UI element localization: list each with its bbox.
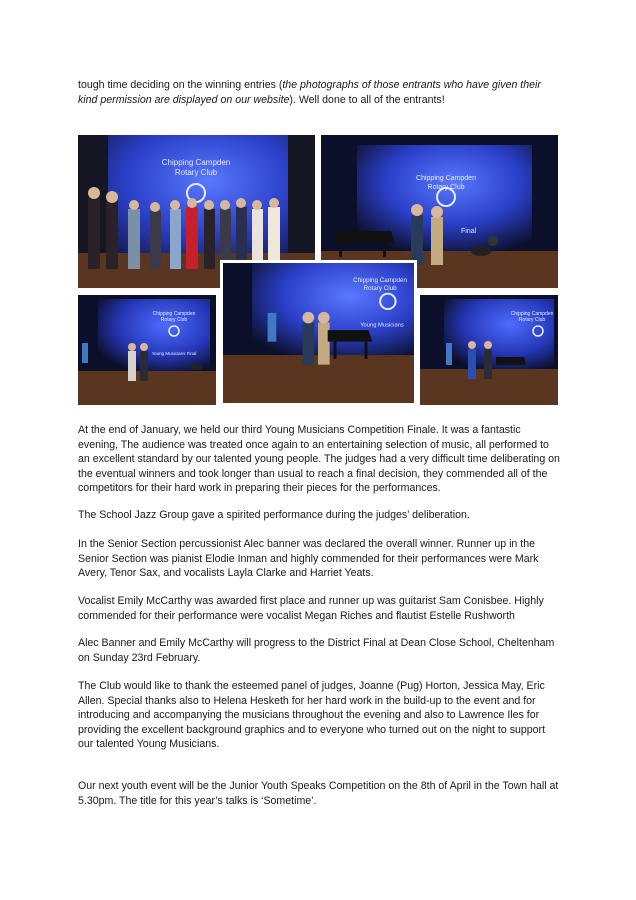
photo4-banner-line1: Chipping Campden xyxy=(353,277,407,285)
intro-paragraph xyxy=(78,78,560,107)
paragraph-finale: At the end of January, we held our third Young Musicians Competition Finale. It was a fantastic evening, The audience was treated once again to an entertaining selection of music, all performed to an excellent standard by our talented young people. The judges had a very difficult time deliberating on the eventual winners and took longer than usual to reach a final decision, they commended all of the competitors for their hard work in preparing their pieces for the performances. xyxy=(78,424,560,495)
paragraph-next-event: Our next youth event will be the Junior Youth Speaks Competition on the 8th of April in the Town hall at 5.30pm. The title for this year’s talks is ‘Sometime’. xyxy=(78,780,559,807)
paragraph-district-final: Alec Banner and Emily McCarthy will progress to the District Final at Dean Close School, Cheltenham on Sunday 23rd February. xyxy=(78,637,555,664)
photo1-banner-line2: Rotary Club xyxy=(174,168,218,177)
paragraph-junior-section: Vocalist Emily McCarthy was awarded first place and runner up was guitarist Sam Conisbee. Highly commended for their performance were vocalist Megan Riches and flautist Estelle Rushworth xyxy=(78,595,544,622)
photo3-banner-line1: Chipping Campden xyxy=(152,311,196,317)
photo4-banner-line2: Rotary Club xyxy=(363,284,397,292)
intro-tail: ). Well done to all of the entrants! xyxy=(289,93,445,106)
photo1-banner-line1: Chipping Campden xyxy=(161,158,231,167)
paragraph-jazz-group: The School Jazz Group gave a spirited performance during the judges’ deliberation. xyxy=(78,509,470,521)
photo3-banner-line2: Rotary Club xyxy=(160,317,188,323)
photo2-banner-final: Final xyxy=(461,228,477,235)
photo-presentation-left xyxy=(78,295,216,405)
photo5-banner-line2: Rotary Club xyxy=(518,317,546,323)
paragraph-senior-section: In the Senior Section percussionist Alec banner was declared the overall winner. Runner up in the Senior Section was pianist Elodie Inman and highly commended for their performances were Mark Avery, Tenor Sax, and vocalists Layla Clarke and Harriet Yeats. xyxy=(78,538,539,580)
photo-presentation-right xyxy=(420,295,558,405)
intro-lead: tough time deciding on the winning entries ( xyxy=(78,79,283,91)
photo2-banner-line1: Chipping Campden xyxy=(416,175,476,182)
photo4-banner-young: Young Musicians xyxy=(360,322,404,329)
intro-italic: the photographs of those entrants who have given their kind permission are displayed on our website xyxy=(78,79,541,106)
photo5-banner-line1: Chipping Campden xyxy=(510,311,554,317)
photo2-banner-line2: Rotary Club xyxy=(427,184,465,191)
photo3-banner-young: Young Musicians Final xyxy=(151,351,197,356)
paragraph-thanks: The Club would like to thank the esteemed panel of judges, Joanne (Pug) Horton, Jessica May, Eric Allen. Special thanks also to Helena Hesketh for her hard work in the build-up to the event and for introducing and accompanying the musicians throughout the evening and also to Lawrence Iles for providing the excellent background graphics and to everyone who turned out on the night to support our talented Young Musicians. xyxy=(78,680,546,751)
photo-presentation-center xyxy=(220,260,417,406)
